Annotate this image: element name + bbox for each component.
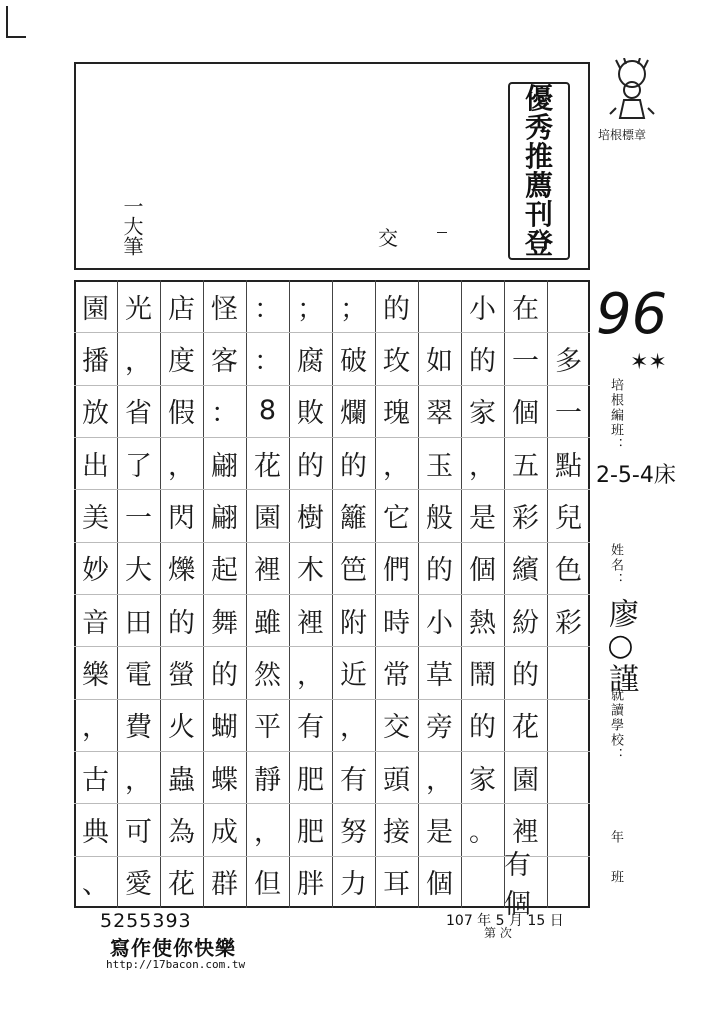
essay-char: 木 <box>297 555 324 587</box>
essay-char: 的 <box>297 450 324 482</box>
essay-char: 園 <box>512 764 539 796</box>
attempt-number: 第 次 <box>484 926 512 940</box>
essay-char: 起 <box>211 555 238 587</box>
slogan: 寫作使你快樂 <box>110 936 236 960</box>
essay-char: 破 <box>340 345 367 377</box>
essay-char: 的 <box>512 659 539 691</box>
essay-column <box>117 280 160 908</box>
phone-number: 5255393 <box>100 910 192 932</box>
essay-column <box>160 280 203 908</box>
essay-char: 蝶 <box>211 764 238 796</box>
essay-char: 附 <box>340 607 367 639</box>
essay-char: 是 <box>469 502 496 534</box>
essay-char: 放 <box>82 398 109 430</box>
essay-char: 草 <box>426 659 453 691</box>
essay-char: 在 <box>512 293 539 325</box>
essay-column <box>74 280 117 908</box>
logo-caption: 培根標章 <box>598 128 647 142</box>
stamp-char: 刊 <box>524 197 553 231</box>
stamp-char: 登 <box>524 226 553 260</box>
essay-char: 假 <box>168 398 195 430</box>
essay-char: 、 <box>82 869 109 901</box>
essay-char: 瑰 <box>383 398 410 430</box>
essay-char: 腐 <box>297 345 324 377</box>
essay-char: 的 <box>168 607 195 639</box>
essay-char: 紛 <box>512 607 539 639</box>
essay-char: 交 <box>383 712 410 744</box>
essay-char: 的 <box>383 293 410 325</box>
essay-char: 點 <box>555 450 582 482</box>
essay-char: 個 <box>469 555 496 587</box>
essay-char: 園 <box>254 502 281 534</box>
score: 96 <box>596 282 668 347</box>
essay-char: 翩 <box>211 502 238 534</box>
essay-char: ， <box>426 764 453 796</box>
essay-char: 小 <box>426 607 453 639</box>
essay-char: 的 <box>426 555 453 587</box>
school-label: 就讀學校： <box>608 688 623 763</box>
stamp-char: 推 <box>524 139 553 173</box>
essay-char: 翠 <box>426 398 453 430</box>
essay-char: 的 <box>211 659 238 691</box>
essay-char: 敗 <box>297 398 324 430</box>
essay-char: 旁 <box>426 712 453 744</box>
essay-char: 裡 <box>254 555 281 587</box>
essay-char: 鬧 <box>469 659 496 691</box>
essay-char: 花 <box>168 869 195 901</box>
essay-char: 的 <box>469 712 496 744</box>
essay-column <box>203 280 246 908</box>
essay-char: 可 <box>125 816 152 848</box>
essay-char: 美 <box>82 502 109 534</box>
stamp-char: 秀 <box>524 110 553 144</box>
essay-char: ， <box>254 816 281 848</box>
essay-char: 典 <box>82 816 109 848</box>
essay-char <box>547 856 590 908</box>
essay-char: ； <box>340 293 367 325</box>
essay-char: 出 <box>82 450 109 482</box>
essay-char: ； <box>297 293 324 325</box>
essay-char <box>547 280 590 332</box>
essay-char: 雖 <box>254 607 281 639</box>
essay-char: 胖 <box>297 869 324 901</box>
website-url: http://17bacon.com.tw <box>106 958 246 971</box>
essay-char: 舞 <box>211 607 238 639</box>
essay-column <box>246 280 289 908</box>
class-code-label: 培根編班： <box>608 378 623 453</box>
essay-char: 的 <box>340 450 367 482</box>
essay-char: 籬 <box>340 502 367 534</box>
essay-char: 大 <box>125 555 152 587</box>
essay-char: 閃 <box>168 502 195 534</box>
essay-char: 店 <box>168 293 195 325</box>
essay-char: 它 <box>383 502 410 534</box>
essay-column <box>504 280 547 920</box>
essay-char: 彩 <box>555 607 582 639</box>
comment-handwriting: 一大筆 <box>120 196 144 256</box>
mark-dash <box>437 232 447 233</box>
essay-char: 花 <box>512 712 539 744</box>
essay-char: 裡 <box>297 607 324 639</box>
essay-char: 爛 <box>340 398 367 430</box>
essay-char: 玫 <box>383 345 410 377</box>
essay-char: 樂 <box>82 659 109 691</box>
essay-char: ， <box>82 712 109 744</box>
class-label: 班 <box>608 870 623 885</box>
essay-char: 蟲 <box>168 764 195 796</box>
essay-char: 常 <box>383 659 410 691</box>
essay-char: 五 <box>512 450 539 482</box>
essay-column <box>332 280 375 908</box>
essay-char: 熱 <box>469 607 496 639</box>
essay-char: 田 <box>125 607 152 639</box>
essay-char: 有 <box>340 764 367 796</box>
essay-char: 蝴 <box>211 712 238 744</box>
essay-char: 的 <box>469 345 496 377</box>
essay-char: 但 <box>254 869 281 901</box>
essay-char: 如 <box>426 345 453 377</box>
essay-char: ， <box>168 450 195 482</box>
stamp-char: 薦 <box>524 168 553 202</box>
essay-char: ： <box>211 398 238 430</box>
essay-char: ： <box>254 345 281 377</box>
essay-char: 家 <box>469 398 496 430</box>
essay-char: ， <box>125 345 152 377</box>
essay-char: 接 <box>383 816 410 848</box>
year-label: 年 <box>608 830 623 845</box>
recommend-stamp <box>508 82 570 260</box>
essay-char: 家 <box>469 764 496 796</box>
essay-char: 一 <box>555 398 582 430</box>
essay-char: 一 <box>125 502 152 534</box>
essay-char: 電 <box>125 659 152 691</box>
essay-char: 翩 <box>211 450 238 482</box>
essay-char: 妙 <box>82 555 109 587</box>
date: 107 年 5 月 15 日 <box>446 913 564 929</box>
essay-char: 頭 <box>383 764 410 796</box>
essay-char <box>547 646 590 698</box>
essay-char: 花 <box>254 450 281 482</box>
essay-char: ： <box>254 293 281 325</box>
essay-char: 播 <box>82 345 109 377</box>
essay-char: 了 <box>125 450 152 482</box>
essay-char: 客 <box>211 345 238 377</box>
essay-column <box>375 280 418 908</box>
essay-char: 為 <box>168 816 195 848</box>
essay-char <box>547 699 590 751</box>
score-ticks: ✶✶ <box>630 350 667 375</box>
essay-char: 多 <box>555 345 582 377</box>
essay-char: 省 <box>125 398 152 430</box>
essay-char: ， <box>297 659 324 691</box>
essay-char <box>547 803 590 855</box>
class-code-value: 2-5-4床 <box>596 463 676 488</box>
essay-char: 然 <box>254 659 281 691</box>
essay-char: 靜 <box>254 764 281 796</box>
essay-char: 愛 <box>125 869 152 901</box>
essay-char: 努 <box>340 816 367 848</box>
essay-char: 笆 <box>340 555 367 587</box>
stamp-char: 優 <box>524 81 553 115</box>
essay-char: ， <box>125 764 152 796</box>
essay-char: 個 <box>512 398 539 430</box>
essay-char: 一 <box>512 345 539 377</box>
essay-char: ， <box>383 450 410 482</box>
essay-column <box>289 280 332 908</box>
essay-char: 時 <box>383 607 410 639</box>
essay-char: 爍 <box>168 555 195 587</box>
essay-char: 平 <box>254 712 281 744</box>
tree-logo-icon <box>606 58 658 128</box>
essay-char <box>418 280 461 332</box>
essay-char: 般 <box>426 502 453 534</box>
name-value: 廖○謹 <box>603 598 638 693</box>
essay-char: 8 <box>258 395 277 427</box>
essay-char: 群 <box>211 869 238 901</box>
essay-char: 們 <box>383 555 410 587</box>
name-label: 姓名： <box>608 543 623 588</box>
essay-char: 古 <box>82 764 109 796</box>
essay-column <box>461 280 504 908</box>
essay-char: 光 <box>125 293 152 325</box>
essay-char: ， <box>469 450 496 482</box>
teacher-mark: 交 <box>378 226 398 250</box>
essay-char: 裡 <box>512 816 539 848</box>
essay-char: 是 <box>426 816 453 848</box>
essay-char: 耳 <box>383 869 410 901</box>
essay-char: 。 <box>469 816 496 848</box>
essay-char <box>461 856 504 908</box>
essay-char <box>547 751 590 803</box>
essay-char: 火 <box>168 712 195 744</box>
essay-char: 有個 <box>504 849 531 920</box>
essay-char: 費 <box>125 712 152 744</box>
essay-char: 色 <box>555 555 582 587</box>
essay-char: 小 <box>469 293 496 325</box>
essay-char: 樹 <box>297 502 324 534</box>
corner-tick-mark <box>6 6 26 38</box>
essay-char: 有 <box>297 712 324 744</box>
essay-column <box>418 280 461 908</box>
essay-char: 度 <box>168 345 195 377</box>
essay-char: ， <box>340 712 367 744</box>
essay-char: 兒 <box>555 502 582 534</box>
essay-char: 園 <box>82 293 109 325</box>
essay-char: 音 <box>82 607 109 639</box>
essay-char: 怪 <box>211 293 238 325</box>
essay-char: 力 <box>340 869 367 901</box>
essay-char: 近 <box>340 659 367 691</box>
essay-char: 成 <box>211 816 238 848</box>
essay-column <box>547 280 590 908</box>
essay-char: 螢 <box>168 659 195 691</box>
essay-char: 玉 <box>426 450 453 482</box>
essay-char: 肥 <box>297 764 324 796</box>
essay-char: 肥 <box>297 816 324 848</box>
essay-char: 繽 <box>512 555 539 587</box>
essay-char: 彩 <box>512 502 539 534</box>
essay-char: 個 <box>426 869 453 901</box>
